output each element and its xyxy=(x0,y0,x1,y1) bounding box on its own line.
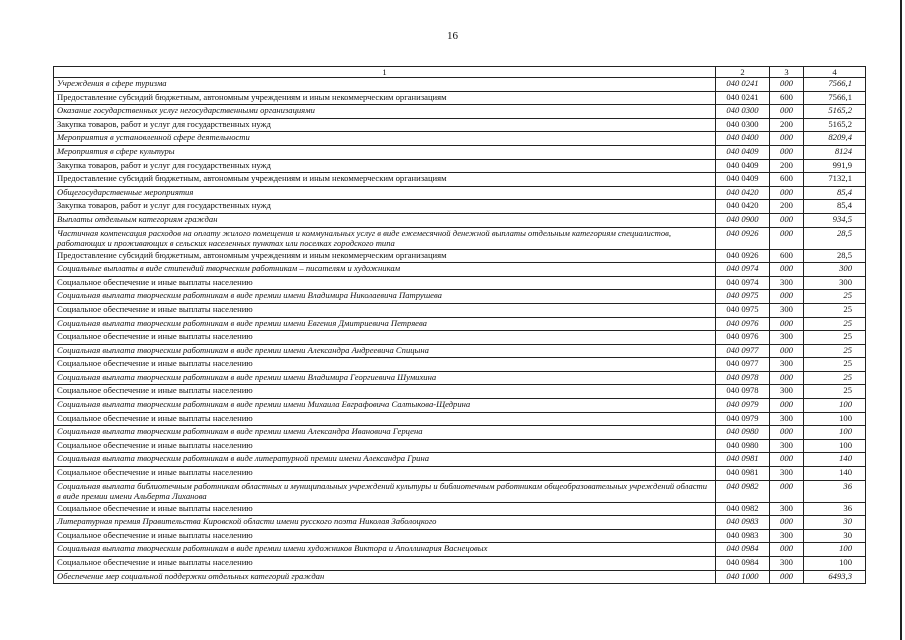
row-name-cell: Мероприятия в установленной сфере деятельности xyxy=(54,132,716,146)
row-name-cell: Частичная компенсация расходов на оплату жилого помещения и коммунальных услуг в виде ежемесячной денежной выплаты отдельным категориям специалистов, работающих и проживающих в сельских населенных пунктах или поселках городского типа xyxy=(54,227,716,249)
row-name-cell: Предоставление субсидий бюджетным, автономным учреждениям и иным некоммерческим организациям xyxy=(54,173,716,187)
row-type-cell: 000 xyxy=(770,570,804,584)
table-row xyxy=(54,132,866,146)
table-row xyxy=(54,453,866,467)
row-amount-cell: 5165,2 xyxy=(804,118,866,132)
row-code-cell: 040 0979 xyxy=(716,399,770,413)
row-amount-cell: 25 xyxy=(804,358,866,372)
table-row xyxy=(54,78,866,92)
row-amount-cell: 7566,1 xyxy=(804,91,866,105)
row-type-cell: 000 xyxy=(770,344,804,358)
row-amount-cell: 100 xyxy=(804,557,866,571)
row-amount-cell: 25 xyxy=(804,331,866,345)
row-amount-cell: 6493,3 xyxy=(804,570,866,584)
row-code-cell: 040 0975 xyxy=(716,290,770,304)
row-code-cell: 040 0409 xyxy=(716,159,770,173)
row-amount-cell: 25 xyxy=(804,344,866,358)
row-code-cell: 040 0980 xyxy=(716,426,770,440)
row-amount-cell: 100 xyxy=(804,426,866,440)
header-col-4: 4 xyxy=(804,67,866,78)
row-name-cell: Закупка товаров, работ и услуг для государственных нужд xyxy=(54,200,716,214)
row-code-cell: 040 0978 xyxy=(716,385,770,399)
row-code-cell: 040 0926 xyxy=(716,227,770,249)
row-amount-cell: 300 xyxy=(804,263,866,277)
row-code-cell: 040 0974 xyxy=(716,263,770,277)
row-name-cell: Мероприятия в сфере культуры xyxy=(54,145,716,159)
row-amount-cell: 8209,4 xyxy=(804,132,866,146)
row-name-cell: Выплаты отдельным категориям граждан xyxy=(54,213,716,227)
table-row xyxy=(54,159,866,173)
row-amount-cell: 85,4 xyxy=(804,186,866,200)
page-edge-line xyxy=(900,0,902,640)
row-type-cell: 200 xyxy=(770,200,804,214)
row-code-cell: 040 0977 xyxy=(716,358,770,372)
row-name-cell: Учреждения в сфере туризма xyxy=(54,78,716,92)
table-row xyxy=(54,399,866,413)
page-number: 16 xyxy=(447,30,458,42)
row-code-cell: 040 0976 xyxy=(716,317,770,331)
row-type-cell: 000 xyxy=(770,132,804,146)
row-code-cell: 040 0975 xyxy=(716,303,770,317)
row-code-cell: 040 0977 xyxy=(716,344,770,358)
table-row xyxy=(54,145,866,159)
row-name-cell: Социальная выплата творческим работникам в виде премии имени художников Виктора и Аполлинария Васнецовых xyxy=(54,543,716,557)
table-row xyxy=(54,502,866,516)
table-row xyxy=(54,543,866,557)
row-type-cell: 600 xyxy=(770,173,804,187)
table-row xyxy=(54,186,866,200)
row-code-cell: 040 0984 xyxy=(716,557,770,571)
row-amount-cell: 7132,1 xyxy=(804,173,866,187)
table-body xyxy=(54,67,866,584)
row-amount-cell: 25 xyxy=(804,290,866,304)
row-name-cell: Социальное обеспечение и иные выплаты населению xyxy=(54,358,716,372)
row-code-cell: 040 0978 xyxy=(716,371,770,385)
row-code-cell: 040 0409 xyxy=(716,173,770,187)
table-row xyxy=(54,276,866,290)
row-amount-cell: 8124 xyxy=(804,145,866,159)
table-row xyxy=(54,529,866,543)
table-header-row xyxy=(54,67,866,78)
row-type-cell: 300 xyxy=(770,412,804,426)
row-name-cell: Предоставление субсидий бюджетным, автономным учреждениям и иным некоммерческим организациям xyxy=(54,249,716,263)
row-amount-cell: 300 xyxy=(804,276,866,290)
row-amount-cell: 25 xyxy=(804,371,866,385)
row-code-cell: 040 0900 xyxy=(716,213,770,227)
row-amount-cell: 5165,2 xyxy=(804,105,866,119)
row-amount-cell: 36 xyxy=(804,502,866,516)
row-type-cell: 000 xyxy=(770,78,804,92)
row-code-cell: 040 0974 xyxy=(716,276,770,290)
row-amount-cell: 100 xyxy=(804,543,866,557)
row-amount-cell: 7566,1 xyxy=(804,78,866,92)
row-amount-cell: 28,5 xyxy=(804,249,866,263)
row-code-cell: 040 0982 xyxy=(716,502,770,516)
row-amount-cell: 25 xyxy=(804,303,866,317)
table-row xyxy=(54,290,866,304)
row-type-cell: 000 xyxy=(770,399,804,413)
header-col-1: 1 xyxy=(54,67,716,78)
row-code-cell: 040 0979 xyxy=(716,412,770,426)
row-code-cell: 040 0980 xyxy=(716,439,770,453)
row-code-cell: 040 0983 xyxy=(716,516,770,530)
row-amount-cell: 100 xyxy=(804,399,866,413)
row-name-cell: Оказание государственных услуг негосударственными организациями xyxy=(54,105,716,119)
row-name-cell: Социальное обеспечение и иные выплаты населению xyxy=(54,502,716,516)
row-type-cell: 000 xyxy=(770,453,804,467)
table-row xyxy=(54,105,866,119)
row-name-cell: Социальная выплата библиотечным работникам областных и муниципальных учреждений культуры и библиотечным работникам общеобразовательных учреждений области в виде премии имени Альберта Лиханова xyxy=(54,480,716,502)
row-type-cell: 300 xyxy=(770,276,804,290)
table-row xyxy=(54,303,866,317)
row-name-cell: Литературная премия Правительства Кировской области имени русского поэта Николая Заболоцкого xyxy=(54,516,716,530)
row-code-cell: 040 0420 xyxy=(716,200,770,214)
row-code-cell: 040 0241 xyxy=(716,91,770,105)
row-type-cell: 000 xyxy=(770,543,804,557)
row-type-cell: 000 xyxy=(770,186,804,200)
row-type-cell: 300 xyxy=(770,502,804,516)
table-row xyxy=(54,331,866,345)
row-type-cell: 600 xyxy=(770,91,804,105)
row-name-cell: Закупка товаров, работ и услуг для государственных нужд xyxy=(54,159,716,173)
row-name-cell: Общегосударственные мероприятия xyxy=(54,186,716,200)
row-code-cell: 040 0926 xyxy=(716,249,770,263)
table-row xyxy=(54,173,866,187)
table-row xyxy=(54,200,866,214)
row-type-cell: 000 xyxy=(770,213,804,227)
row-name-cell: Социальные выплаты в виде стипендий творческим работникам – писателям и художникам xyxy=(54,263,716,277)
row-type-cell: 300 xyxy=(770,385,804,399)
row-code-cell: 040 0982 xyxy=(716,480,770,502)
budget-table xyxy=(53,66,866,584)
row-amount-cell: 934,5 xyxy=(804,213,866,227)
row-name-cell: Социальная выплата творческим работникам в виде премии имени Михаила Евграфовича Салтыкова-Щедрина xyxy=(54,399,716,413)
header-col-3: 3 xyxy=(770,67,804,78)
row-type-cell: 000 xyxy=(770,263,804,277)
table-row xyxy=(54,557,866,571)
row-name-cell: Социальное обеспечение и иные выплаты населению xyxy=(54,529,716,543)
row-amount-cell: 30 xyxy=(804,516,866,530)
table-row xyxy=(54,213,866,227)
row-code-cell: 040 0976 xyxy=(716,331,770,345)
row-name-cell: Социальное обеспечение и иные выплаты населению xyxy=(54,467,716,481)
row-amount-cell: 25 xyxy=(804,385,866,399)
row-amount-cell: 140 xyxy=(804,467,866,481)
row-code-cell: 040 0400 xyxy=(716,132,770,146)
row-type-cell: 300 xyxy=(770,529,804,543)
row-code-cell: 040 1000 xyxy=(716,570,770,584)
table-row xyxy=(54,118,866,132)
row-name-cell: Социальная выплата творческим работникам в виде литературной премии имени Александра Грина xyxy=(54,453,716,467)
row-amount-cell: 30 xyxy=(804,529,866,543)
table-row xyxy=(54,412,866,426)
row-name-cell: Обеспечение мер социальной поддержки отдельных категорий граждан xyxy=(54,570,716,584)
row-type-cell: 000 xyxy=(770,317,804,331)
row-amount-cell: 25 xyxy=(804,317,866,331)
row-code-cell: 040 0241 xyxy=(716,78,770,92)
row-name-cell: Социальное обеспечение и иные выплаты населению xyxy=(54,412,716,426)
row-type-cell: 300 xyxy=(770,439,804,453)
row-name-cell: Социальная выплата творческим работникам в виде премии имени Владимира Николаевича Патрушева xyxy=(54,290,716,304)
header-col-2: 2 xyxy=(716,67,770,78)
table-row xyxy=(54,467,866,481)
row-code-cell: 040 0984 xyxy=(716,543,770,557)
table-row xyxy=(54,371,866,385)
row-code-cell: 040 0300 xyxy=(716,118,770,132)
row-type-cell: 300 xyxy=(770,331,804,345)
table-row xyxy=(54,91,866,105)
row-type-cell: 200 xyxy=(770,159,804,173)
table-row xyxy=(54,570,866,584)
row-code-cell: 040 0981 xyxy=(716,453,770,467)
table-row xyxy=(54,263,866,277)
row-name-cell: Предоставление субсидий бюджетным, автономным учреждениям и иным некоммерческим организациям xyxy=(54,91,716,105)
row-amount-cell: 140 xyxy=(804,453,866,467)
row-amount-cell: 36 xyxy=(804,480,866,502)
table-row xyxy=(54,249,866,263)
table-row xyxy=(54,480,866,502)
row-type-cell: 600 xyxy=(770,249,804,263)
row-name-cell: Социальная выплата творческим работникам в виде премии имени Владимира Георгиевича Шумихина xyxy=(54,371,716,385)
row-code-cell: 040 0300 xyxy=(716,105,770,119)
row-type-cell: 000 xyxy=(770,145,804,159)
table-row xyxy=(54,317,866,331)
table-row xyxy=(54,439,866,453)
row-amount-cell: 85,4 xyxy=(804,200,866,214)
row-code-cell: 040 0981 xyxy=(716,467,770,481)
row-code-cell: 040 0983 xyxy=(716,529,770,543)
row-name-cell: Социальное обеспечение и иные выплаты населению xyxy=(54,331,716,345)
row-name-cell: Социальная выплата творческим работникам в виде премии имени Александра Андреевича Спицына xyxy=(54,344,716,358)
row-amount-cell: 991,9 xyxy=(804,159,866,173)
row-type-cell: 000 xyxy=(770,371,804,385)
row-name-cell: Социальное обеспечение и иные выплаты населению xyxy=(54,439,716,453)
row-type-cell: 300 xyxy=(770,358,804,372)
table-row xyxy=(54,358,866,372)
row-type-cell: 000 xyxy=(770,105,804,119)
row-name-cell: Социальное обеспечение и иные выплаты населению xyxy=(54,557,716,571)
row-type-cell: 000 xyxy=(770,480,804,502)
row-type-cell: 000 xyxy=(770,426,804,440)
row-amount-cell: 100 xyxy=(804,412,866,426)
table-row xyxy=(54,426,866,440)
row-type-cell: 300 xyxy=(770,303,804,317)
row-code-cell: 040 0420 xyxy=(716,186,770,200)
row-type-cell: 000 xyxy=(770,290,804,304)
row-type-cell: 300 xyxy=(770,467,804,481)
table-row xyxy=(54,385,866,399)
table-row xyxy=(54,344,866,358)
row-type-cell: 000 xyxy=(770,516,804,530)
table-row xyxy=(54,516,866,530)
row-code-cell: 040 0409 xyxy=(716,145,770,159)
row-name-cell: Социальное обеспечение и иные выплаты населению xyxy=(54,276,716,290)
row-name-cell: Социальное обеспечение и иные выплаты населению xyxy=(54,303,716,317)
row-name-cell: Закупка товаров, работ и услуг для государственных нужд xyxy=(54,118,716,132)
table-row xyxy=(54,227,866,249)
row-type-cell: 200 xyxy=(770,118,804,132)
row-name-cell: Социальная выплата творческим работникам в виде премии имени Александра Ивановича Герцена xyxy=(54,426,716,440)
row-amount-cell: 100 xyxy=(804,439,866,453)
row-name-cell: Социальное обеспечение и иные выплаты населению xyxy=(54,385,716,399)
row-type-cell: 000 xyxy=(770,227,804,249)
row-name-cell: Социальная выплата творческим работникам в виде премии имени Евгения Дмитриевича Петряева xyxy=(54,317,716,331)
row-amount-cell: 28,5 xyxy=(804,227,866,249)
row-type-cell: 300 xyxy=(770,557,804,571)
